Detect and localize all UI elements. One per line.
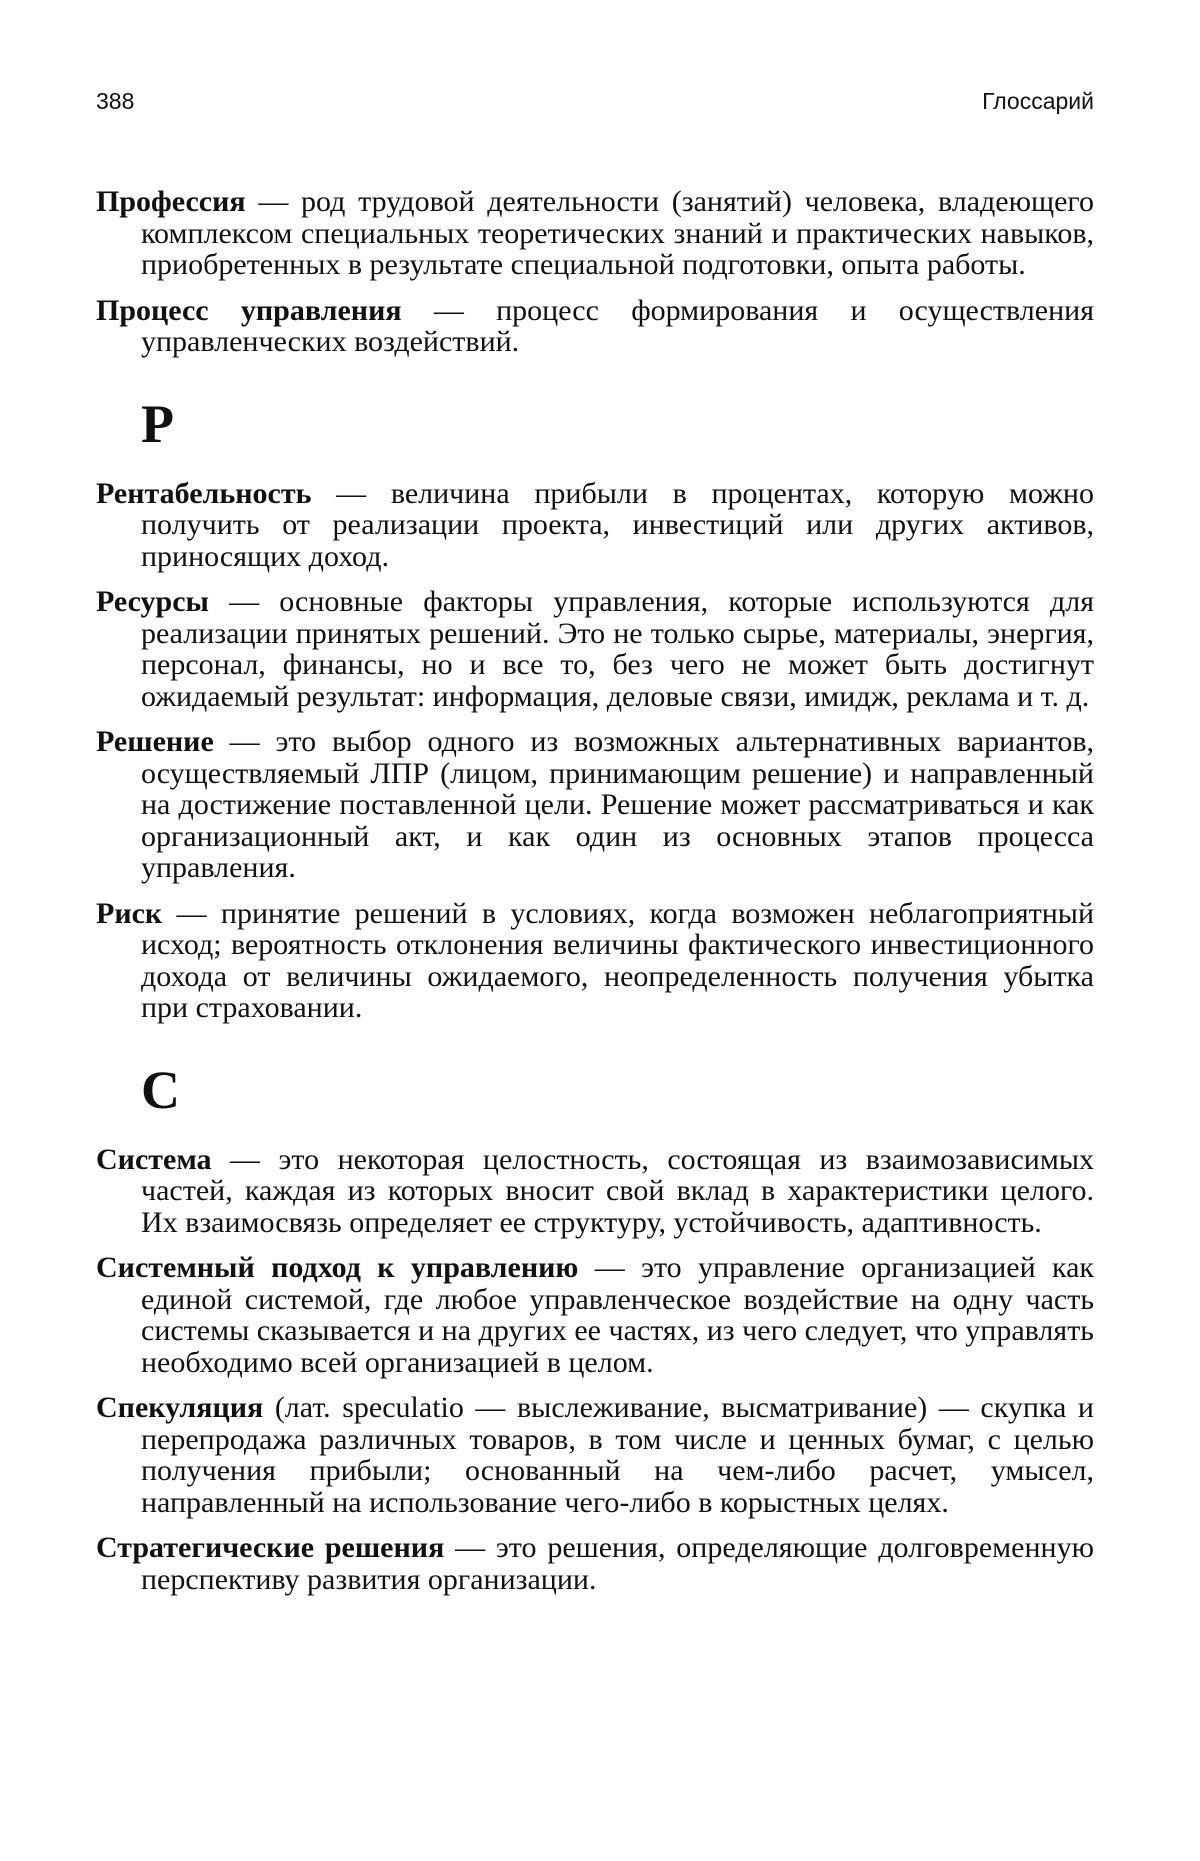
glossary-entry [96,586,1094,712]
glossary-term: Ресурсы [96,585,209,618]
section-letter-heading: Р [141,393,174,454]
glossary-definition: — род трудовой деятельности (занятий) человека, владеющего комплексом специальных теоретических знаний и практических навыков, приобретенных в результате специальной подготовки, опыта работы. [141,185,1094,281]
section-letter-heading: С [141,1059,180,1120]
glossary-definition: — процесс формирования и осуществления управленческих воздействий. [141,293,1095,358]
glossary-term: Спекуляция [96,1391,264,1424]
glossary-term: Системный подход к управлению [96,1251,579,1284]
glossary-entry [96,1144,1094,1239]
glossary-section [96,1060,1094,1596]
glossary-definition: — величина прибыли в процентах, которую можно получить от реализации проекта, инвестиций или других активов, приносящих доход. [141,476,1094,573]
glossary-entry [96,186,1094,281]
running-title: Глоссарий [982,88,1094,114]
glossary-term: Стратегические решения [96,1531,445,1564]
glossary-section [96,186,1094,358]
glossary-entry [96,478,1094,573]
glossary-definition: (лат. speculatio — выслеживание, высматривание) — скупка и перепродажа различных товаров, в том числе и ценных бумаг, с целью получения прибыли; основанный на чем-либо расчет, умысел, направленный на использование чего-либо в корыстных целях. [141,1391,1094,1519]
glossary-term: Процесс управления [96,293,402,327]
glossary-body [96,186,1094,1609]
page-header [96,88,1094,118]
glossary-entry [96,898,1094,1024]
glossary-definition: — основные факторы управления, которые используются для реализации принятых решений. Это не только сырье, материалы, энергия, персонал, финансы, но и все то, без чего не может быть достигнут ожидаемый результат: информация, деловые связи, имидж, реклама и т. д. [141,585,1094,713]
glossary-entry [96,726,1094,884]
glossary-definition: — это выбор одного из возможных альтернативных вариантов, осуществляемый ЛПР (лицом, принимающим решение) и направленный на достижение поставленной цели. Решение может рассматриваться и как организационный акт, и как один из основных этапов процесса управления. [141,725,1094,884]
glossary-definition: — это некоторая целостность, состоящая из взаимозависимых частей, каждая из которых вносит свой вклад в характеристики целого. Их взаимосвязь определяет ее структуру, устойчивость, адаптивность. [141,1142,1094,1239]
glossary-definition: — принятие решений в условиях, когда возможен неблагоприятный исход; вероятность отклонения величины фактического инвестиционного дохода от величины ожидаемого, неопределенность получения убытка при страховании. [141,896,1094,1024]
glossary-term: Решение [96,725,214,758]
glossary-entry [96,1392,1094,1518]
glossary-entry [96,1252,1094,1378]
glossary-term: Рентабельность [96,476,312,510]
glossary-entry [96,1532,1094,1595]
glossary-term: Профессия [96,185,246,218]
glossary-term: Риск [96,896,163,930]
glossary-definition: — это решения, определяющие долговременную перспективу развития организации. [141,1531,1094,1596]
glossary-definition: — это управление организацией как единой системой, где любое управленческое воздействие на одну часть системы сказывается и на других ее частях, из чего следует, что управлять необходимо всей организацией в целом. [141,1251,1095,1379]
page-number: 388 [96,88,135,114]
glossary-entry [96,295,1094,358]
glossary-section [96,394,1094,1024]
glossary-term: Система [96,1142,212,1176]
